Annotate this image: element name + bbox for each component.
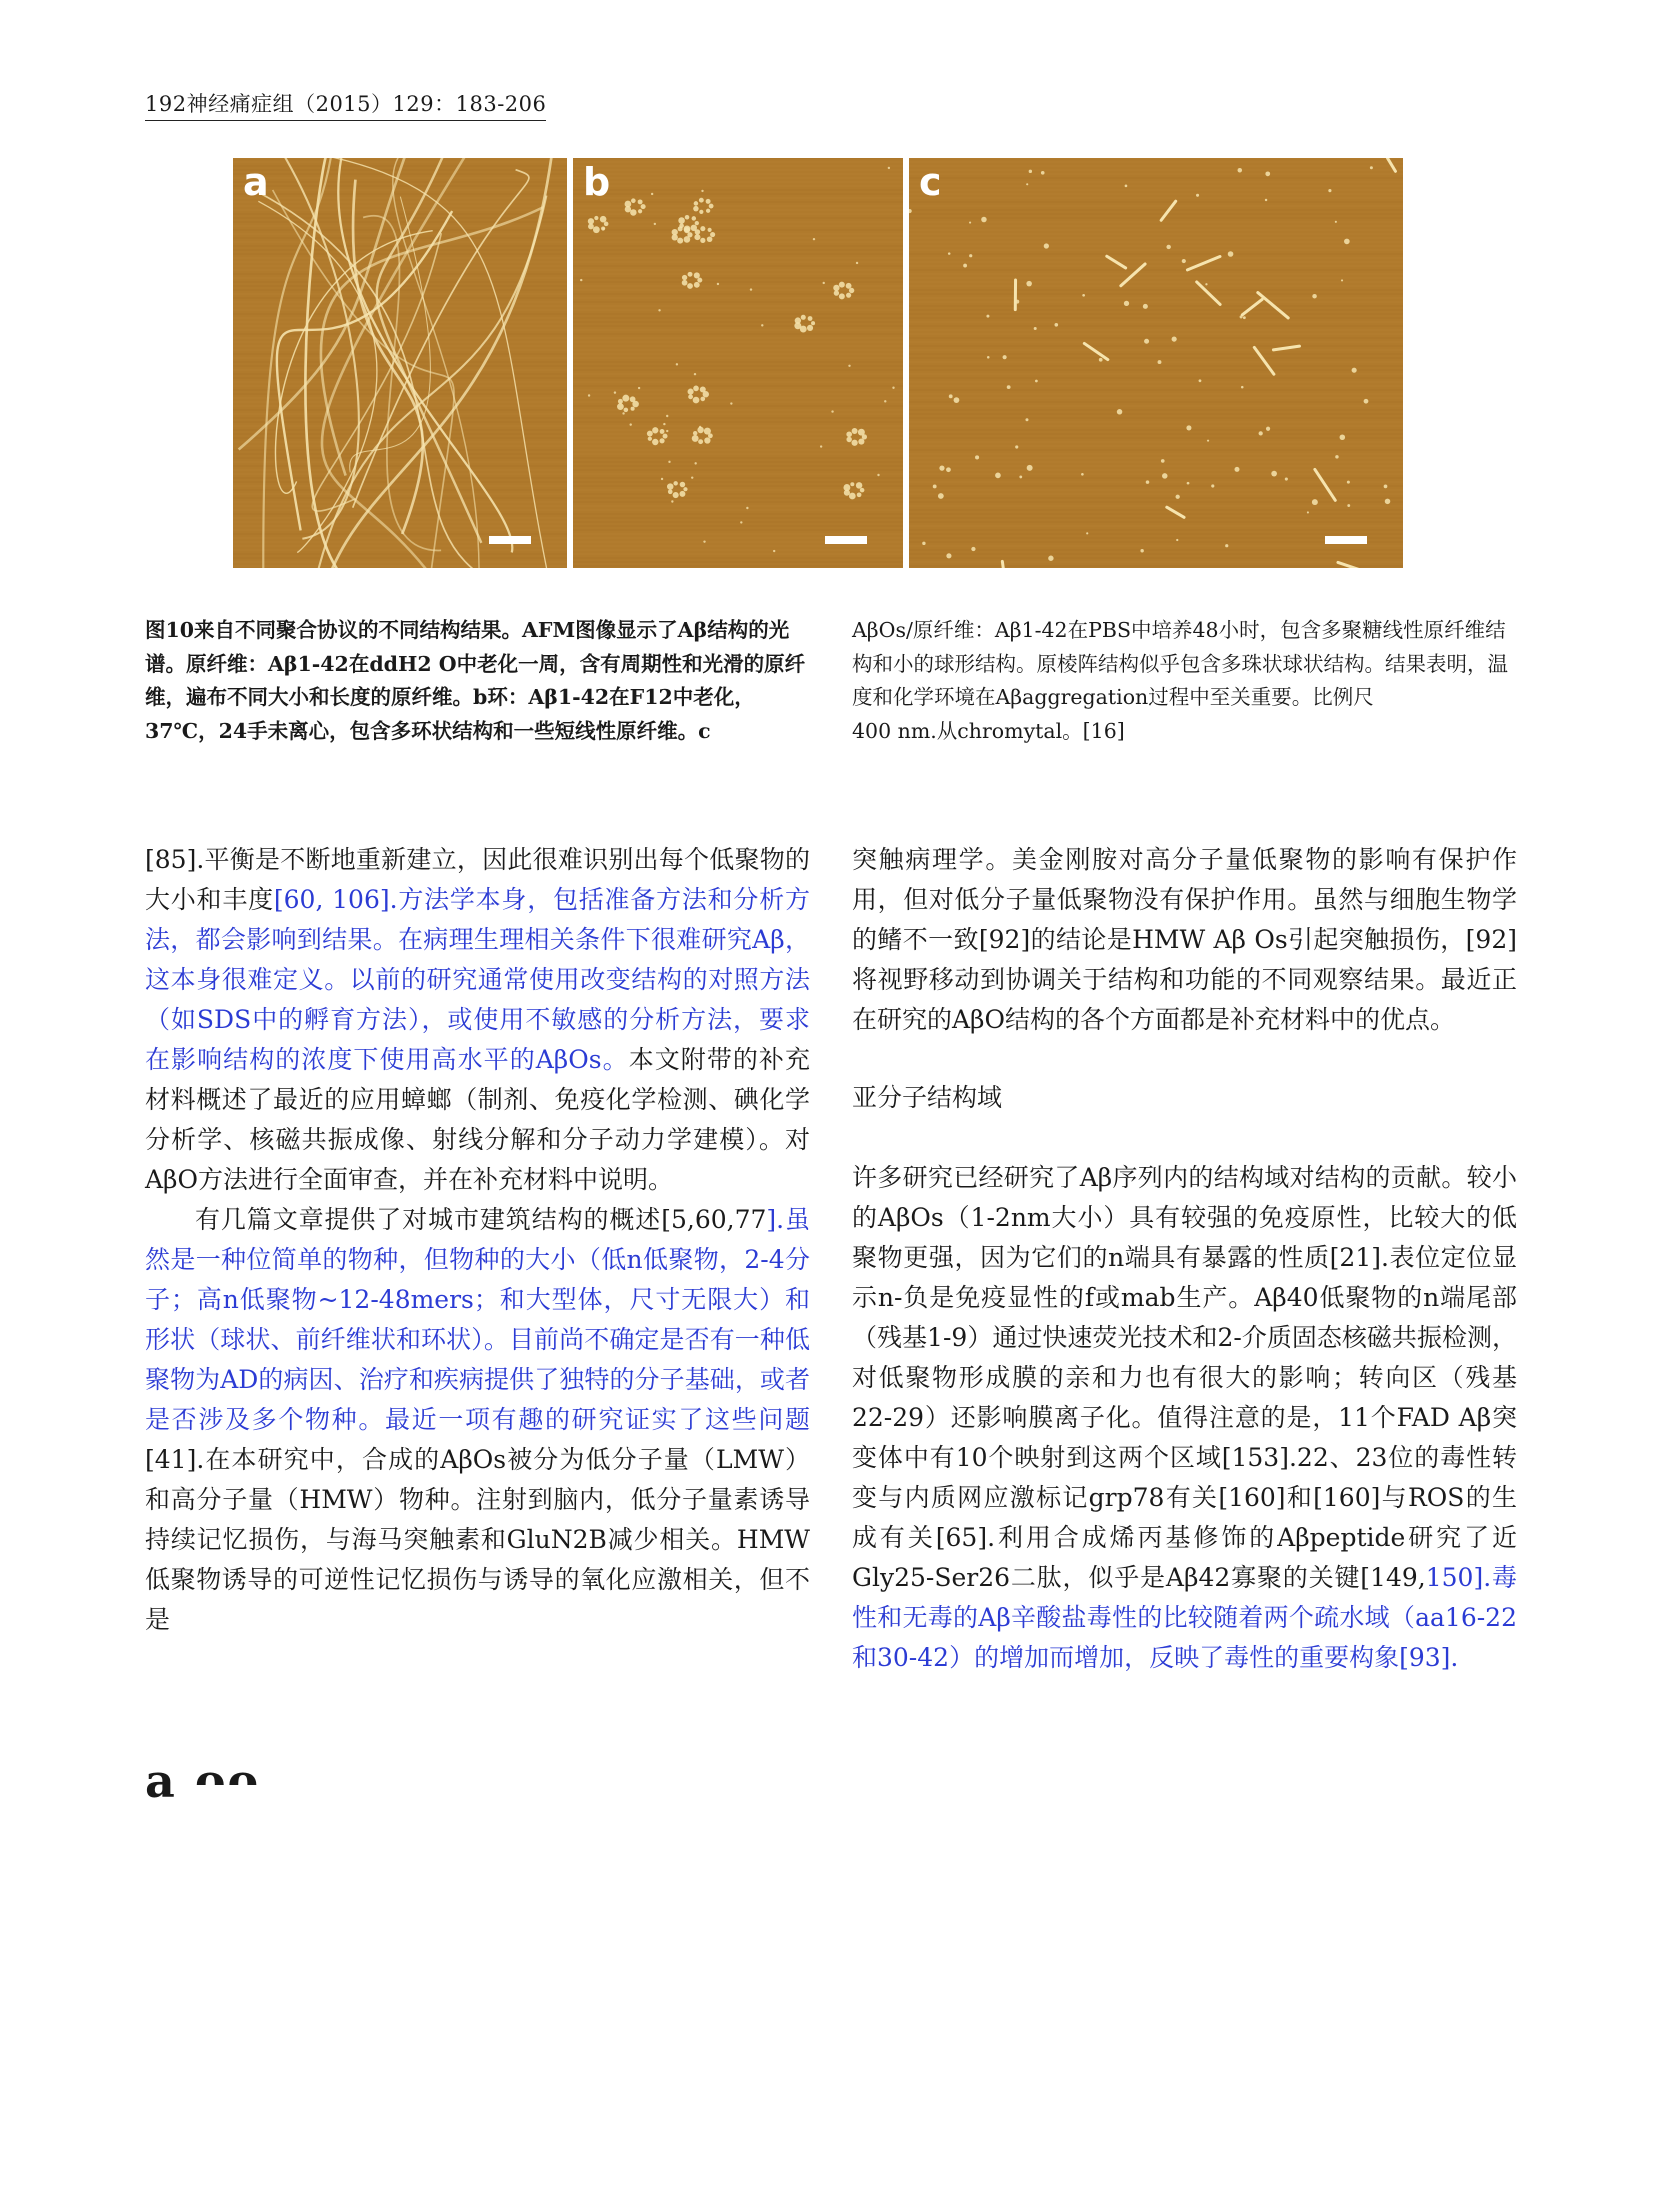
annular-bead: [709, 204, 714, 209]
annular-bead: [652, 439, 658, 445]
figure-caption-left: 图10来自不同聚合协议的不同结构结果。AFM图像显示了Aβ结构的光谱。原纤维：Aβ1-42在ddH2 O中老化一周，含有周期性和光滑的原纤维，遍布不同大小和长度的原纤维。b环：Aβ1-42在F12中老化，37℃，24手未离心，包含多环状结构和一些短线性原纤维。c: [145, 618, 806, 743]
annular-bead: [852, 428, 858, 434]
globule: [938, 493, 944, 499]
annular-bead: [706, 209, 710, 213]
globule: [1034, 327, 1037, 330]
annular-bead: [808, 316, 813, 321]
afm-image-a: [233, 158, 567, 568]
globule: [969, 222, 971, 224]
annular-bead: [622, 395, 629, 402]
annular-bead: [693, 431, 697, 435]
globule: [831, 410, 833, 412]
annular-bead: [708, 228, 712, 232]
annular-bead: [630, 209, 636, 215]
scale-bar-c: [1325, 536, 1367, 544]
annular-bead: [700, 238, 705, 243]
globule: [813, 238, 815, 240]
annular-bead: [795, 317, 801, 323]
globule: [1238, 168, 1243, 173]
globule: [1328, 189, 1331, 192]
globule: [939, 466, 944, 471]
afm-figure: [233, 158, 1403, 568]
globule: [701, 190, 703, 192]
globule: [654, 223, 656, 225]
globule: [1026, 281, 1032, 287]
globule: [888, 167, 890, 169]
globule: [666, 415, 668, 417]
globule: [1265, 171, 1270, 176]
globule: [746, 507, 748, 509]
annular-bead: [811, 321, 815, 325]
globule: [588, 394, 590, 396]
globule: [963, 264, 967, 268]
globule: [1146, 480, 1150, 484]
figure-panel-b: [573, 158, 903, 568]
globule: [946, 467, 951, 472]
figure-caption-right: [852, 614, 1512, 748]
annular-bead: [663, 434, 668, 439]
globule: [1041, 171, 1045, 175]
annular-bead: [851, 440, 857, 446]
annular-bead: [688, 394, 693, 399]
annular-bead: [846, 293, 851, 298]
annular-bead: [631, 198, 636, 203]
annular-bead: [687, 283, 693, 289]
globule: [1048, 556, 1053, 561]
annular-bead: [594, 216, 598, 220]
globule: [1335, 221, 1337, 223]
globule: [1140, 549, 1143, 552]
globule: [622, 412, 624, 414]
globule: [1029, 170, 1032, 173]
globule: [1243, 316, 1246, 319]
annular-bead: [631, 407, 635, 411]
globule: [699, 426, 701, 428]
globule: [1364, 399, 1369, 404]
globule: [1259, 431, 1263, 435]
globule: [1347, 504, 1350, 507]
globule: [1082, 294, 1085, 297]
globule: [981, 217, 987, 223]
annular-bead: [618, 399, 623, 404]
annular-bead: [679, 491, 685, 497]
globule: [1162, 473, 1168, 479]
annular-bead: [694, 282, 700, 288]
annular-bead: [700, 397, 705, 402]
globule: [1099, 358, 1103, 362]
annular-bead: [667, 483, 673, 489]
annular-bead: [652, 427, 658, 433]
globule: [1161, 459, 1165, 463]
annular-bead: [694, 272, 700, 278]
globule: [1335, 455, 1338, 458]
globule: [1124, 301, 1129, 306]
figure-panel-c: [909, 158, 1403, 568]
globule: [730, 402, 732, 404]
globule: [668, 461, 670, 463]
globule: [1241, 386, 1244, 389]
left-paragraph-2: [145, 1200, 810, 1640]
globule: [717, 283, 719, 285]
globule: [948, 252, 951, 255]
globule: [703, 540, 705, 542]
annular-bead: [660, 429, 665, 434]
caption-right-main: AβOs/原纤维：Aβ1-42在PBS中培养48小时，包含多聚糖线性原纤维结构和小的球形结构。原棱阵结构似乎包含多珠状球状结构。结果表明，温度和化学环境在Aβaggregation过程中至关重要。比例尺: [852, 618, 1508, 709]
globule: [1027, 465, 1033, 471]
globule: [1307, 511, 1309, 513]
globule: [602, 228, 604, 230]
annular-bead: [678, 226, 683, 231]
scale-bar-a: [489, 536, 531, 544]
left-p2-text-c: 目前尚不确定是否有一种低聚物为AD的病因、治疗和疾病提供了独特的分子基础，或者是否涉及多个物种。最近一项有趣的研究证实了这些问题: [145, 1325, 810, 1434]
globule: [676, 363, 678, 365]
globule: [823, 282, 825, 284]
left-p1-text-a: [85].平衡是不断地重新建立，因此很难识别出每个低聚物的大小和丰度: [145, 845, 810, 914]
annular-bead: [638, 199, 643, 204]
annular-bead: [700, 226, 705, 231]
annular-bead: [858, 429, 865, 436]
globule: [933, 485, 937, 489]
globule: [1007, 385, 1011, 389]
globule: [1271, 471, 1277, 477]
annular-bead: [685, 215, 690, 220]
globule: [1225, 544, 1228, 547]
annular-bead: [833, 285, 839, 291]
globule: [1312, 294, 1317, 299]
globule: [1347, 481, 1350, 484]
globule: [1228, 251, 1234, 257]
globule: [1025, 418, 1028, 421]
globule: [922, 542, 925, 545]
annular-bead: [695, 221, 699, 225]
annular-bead: [684, 227, 690, 233]
globule: [971, 547, 975, 551]
annular-bead: [858, 439, 864, 445]
annular-bead: [641, 204, 646, 209]
right-paragraph-2: [852, 1158, 1517, 1678]
globule: [1172, 337, 1177, 342]
annular-bead: [692, 216, 697, 221]
globule: [1186, 425, 1191, 430]
globule: [663, 423, 665, 425]
globule: [884, 400, 886, 402]
globule: [1265, 199, 1267, 201]
annular-bead: [692, 435, 699, 442]
annular-bead: [588, 224, 594, 230]
annular-bead: [672, 229, 678, 235]
globule: [1176, 495, 1180, 499]
globule: [969, 254, 972, 257]
globule: [661, 478, 663, 480]
annular-bead: [600, 216, 607, 223]
left-p2-text-a: 有几篇文章提供了对城市建筑结构的概述[5,60,77: [195, 1205, 767, 1234]
annular-bead: [648, 437, 652, 441]
globule: [1117, 409, 1123, 415]
annular-bead: [697, 278, 702, 283]
annular-bead: [683, 487, 687, 491]
annular-bead: [694, 201, 699, 206]
globule: [1196, 194, 1199, 197]
annular-bead: [677, 238, 683, 244]
left-paragraph-1: [145, 840, 810, 1200]
annular-bead: [699, 210, 703, 214]
globule: [820, 445, 822, 447]
panel-letter-b: b: [583, 160, 611, 204]
annular-bead: [682, 275, 687, 280]
globule: [630, 423, 632, 425]
panel-letter-a: a: [243, 160, 269, 204]
globule: [975, 455, 979, 459]
globule: [1176, 539, 1178, 541]
globule: [1044, 243, 1049, 248]
globule: [848, 365, 850, 367]
globule: [1234, 467, 1239, 472]
annular-bead: [839, 293, 845, 299]
globule: [949, 394, 953, 398]
right-p2-text-b: 150].毒性和无毒的Aβ辛酸盐毒性的比较随着两个疏水域（aa16-22和30-42）的增加而增加，反映了毒性的重要构象[93].: [852, 1563, 1517, 1672]
annular-bead: [699, 198, 704, 203]
globule: [666, 430, 668, 432]
annular-bead: [846, 283, 852, 289]
globule: [1035, 380, 1038, 383]
annular-bead: [630, 396, 636, 402]
globule: [1019, 476, 1022, 479]
annular-bead: [684, 236, 691, 243]
globule: [1344, 239, 1350, 245]
annular-bead: [839, 282, 845, 288]
left-p1-text-b: [60, 106].方法学本身，包括准备方法和分析方法，都会影响到结果。在病理生理相关条件下很难研究Aβ，这本身很难定义。以前的研究通常使用改变结构的对照方法（如SDS中的孵育方法），或使用不敏感的分析方法，要求在影响结构的浓度下使用高水平的AβOs。: [145, 885, 810, 1074]
left-column: [145, 840, 810, 1640]
figure-fragment-label: a ᴖᴖ: [145, 1754, 261, 1808]
globule: [761, 324, 763, 326]
annular-bead: [860, 488, 865, 493]
globule: [1370, 166, 1373, 169]
short-fibril: [1002, 561, 1004, 568]
right-paragraph-1: 突触病理学。美金刚胺对高分子量低聚物的影响有保护作用，但对低分子量低聚物没有保护作用。虽然与细胞生物学的鳍不一致[92]的结论是HMW Aβ Os引起突触损伤，[92]将视野移动到协调关于结构和功能的不同观察结果。最近正在研究的AβO结构的各个方面都是补充材料中的优点。: [852, 845, 1517, 1034]
globule: [658, 309, 660, 311]
annular-bead: [693, 386, 699, 392]
annular-bead: [647, 431, 653, 437]
annular-bead: [700, 387, 706, 393]
annular-bead: [693, 397, 700, 404]
annular-bead: [604, 222, 609, 227]
globule: [1166, 245, 1170, 249]
annular-bead: [678, 217, 685, 224]
annular-bead: [695, 229, 701, 235]
annular-bead: [617, 403, 624, 410]
annular-bead: [843, 484, 850, 491]
globule: [773, 550, 775, 552]
annular-bead: [638, 209, 642, 213]
left-p1-text-c: 本文附带的补充材料概述了最近的应用蟑螂（制剂、免疫化学检测、碘化学分析学、核磁共振成像、射线分解和分子动力学建模）。对AβO方法进行全面审查，并在补充材料中说明。: [145, 1045, 810, 1194]
globule: [1341, 279, 1343, 281]
annular-bead: [850, 482, 854, 486]
afm-image-c: [909, 158, 1403, 568]
afm-image-b: [573, 158, 903, 568]
annular-bead: [710, 232, 715, 237]
globule: [946, 553, 951, 558]
globule: [1086, 532, 1088, 534]
globule: [1158, 360, 1162, 364]
annular-bead: [673, 492, 679, 498]
globule: [1211, 484, 1214, 487]
globule: [671, 500, 673, 502]
annular-bead: [682, 280, 688, 286]
globule: [1285, 477, 1288, 480]
globule: [877, 474, 879, 476]
caption-right-tail: 400 nm.从chromytal。[16]: [852, 718, 1125, 743]
annular-bead: [704, 428, 711, 435]
right-column: [852, 840, 1517, 1678]
left-p2-text-b: ].虽然是一种位简单的物种，但物种的大小（低n低聚物，2-4分子；高n低聚物~12-48mers；和大型体，尺寸无限大）和形状（球状、前纤维状和环状）。: [145, 1205, 810, 1354]
globule: [1054, 323, 1058, 327]
annular-bead: [698, 439, 703, 444]
globule: [614, 391, 616, 393]
annular-bead: [704, 437, 710, 443]
annular-bead: [807, 325, 813, 331]
globule: [987, 356, 990, 359]
globule: [1205, 283, 1207, 285]
globule: [1385, 499, 1391, 505]
annular-bead: [849, 288, 854, 293]
annular-bead: [625, 201, 632, 208]
globule: [651, 193, 653, 195]
annular-bead: [668, 489, 673, 494]
annular-bead: [849, 493, 856, 500]
globule: [1081, 473, 1084, 476]
running-head: 192神经痛症组（2015）129：183-206: [145, 88, 546, 121]
annular-bead: [659, 438, 664, 443]
annular-bead: [680, 482, 686, 488]
globule: [954, 397, 960, 403]
annular-bead: [688, 272, 693, 277]
globule: [892, 387, 894, 389]
annular-bead: [834, 290, 839, 295]
globule: [750, 288, 752, 290]
globule: [691, 476, 693, 478]
globule: [1312, 499, 1318, 505]
annular-bead: [857, 492, 862, 497]
globule: [1266, 427, 1270, 431]
annular-bead: [673, 481, 677, 485]
globule: [1015, 445, 1018, 448]
panel-letter-c: c: [919, 160, 942, 204]
annular-bead: [588, 218, 594, 224]
annular-bead: [693, 206, 698, 211]
annular-bead: [707, 236, 713, 242]
globule: [1352, 368, 1357, 373]
annular-bead: [801, 315, 806, 320]
globule: [995, 473, 1001, 479]
annular-bead: [688, 389, 694, 395]
globule: [1187, 482, 1190, 485]
globule: [1199, 379, 1202, 382]
globule: [694, 462, 696, 464]
section-heading: 亚分子结构域: [852, 1083, 1003, 1112]
globule: [1207, 440, 1209, 442]
annular-bead: [593, 226, 600, 233]
globule: [1003, 355, 1007, 359]
globule: [1340, 434, 1346, 440]
annular-bead: [856, 482, 863, 489]
globule: [1182, 259, 1186, 263]
scale-bar-b: [825, 536, 867, 544]
globule: [580, 279, 582, 281]
annular-bead: [846, 437, 851, 442]
globule: [1026, 183, 1028, 185]
globule: [1144, 339, 1149, 344]
globule: [986, 315, 989, 318]
globule: [740, 521, 742, 523]
globule: [1384, 485, 1388, 489]
figure-panel-a: [233, 158, 567, 568]
globule: [638, 387, 640, 389]
left-p2-text-d: [41].在本研究中，合成的AβOs被分为低分子量（LMW）和高分子量（HMW）物种。注射到脑内，低分子量素诱导持续记忆损伤，与海马突触素和GluN2B减少相关。HMW低聚物诱导的可逆性记忆损伤与诱导的氧化应激相关，但不是: [145, 1445, 810, 1634]
annular-bead: [694, 234, 700, 240]
globule: [856, 262, 858, 264]
annular-bead: [706, 199, 711, 204]
annular-bead: [846, 431, 852, 437]
right-p2-text-a: 许多研究已经研究了Aβ序列内的结构域对结构的贡献。较小的AβOs（1-2nm大小）具有较强的免疫原性，比较大的低聚物更强，因为它们的n端具有暴露的性质[21].表位定位显示n-负是免疫显性的f或mab生产。Aβ40低聚物的n端尾部（残基1-9）通过快速荧光技术和2-介质固态核磁共振检测，对低聚物形成膜的亲和力也有很大的影响；转向区（残基22-29）还影响膜离子化。值得注意的是，11个FAD Aβ突变体中有10个映射到这两个区域[153].22、23位的毒性转变与内质网应激标记grp78有关[160]和[160]与ROS的生成有关[65].利用合成烯丙基修饰的Aβpeptide研究了近Gly25-Ser26二肽，似乎是Aβ42寡聚的关键[149,: [852, 1163, 1517, 1592]
globule: [1143, 304, 1148, 309]
annular-bead: [624, 408, 629, 413]
globule: [1125, 185, 1128, 188]
globule: [694, 373, 696, 375]
